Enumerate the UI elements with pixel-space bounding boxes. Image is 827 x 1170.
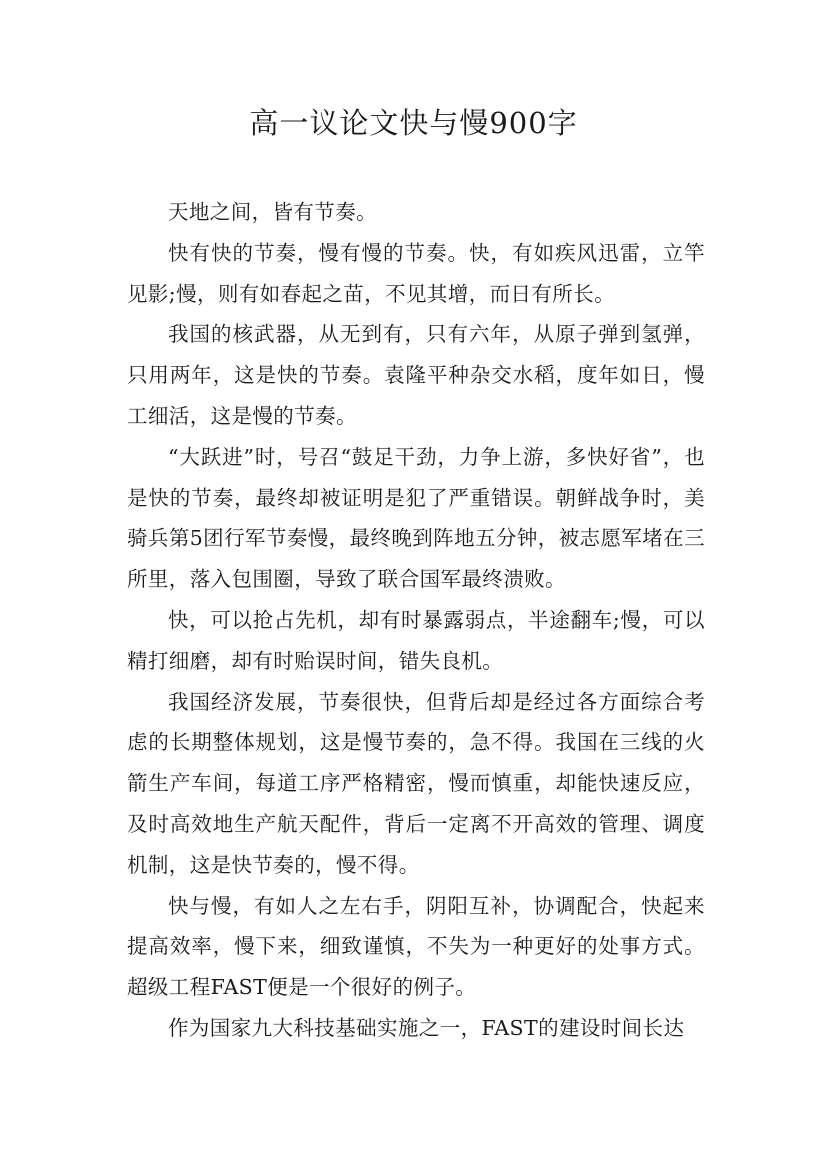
- paragraph: 快与慢，有如人之左右手，阴阳互补，协调配合，快起来提高效率，慢下来，细致谨慎，不失为一种更好的处事方式。超级工程FAST便是一个很好的例子。: [127, 893, 705, 1000]
- paragraph: 我国的核武器，从无到有，只有六年，从原子弹到氢弹，只用两年，这是快的节奏。袁隆平种杂交水稻，度年如日，慢工细活，这是慢的节奏。: [127, 322, 705, 428]
- paragraph: “大跃进”时，号召“鼓足干劲，力争上游，多快好省”，也是快的节奏，最终却被证明是犯了严重错误。朝鲜战争时，美骑兵第5团行军节奏慢，最终晚到阵地五分钟，被志愿军堵在三所里，落入包围圈，导致了联合国军最终溃败。: [127, 444, 705, 592]
- paragraph: 天地之间，皆有节奏。: [168, 200, 377, 224]
- paragraph: 快，可以抢占先机，却有时暴露弱点，半途翻车;慢，可以精打细磨，却有时贻误时间，错失良机。: [127, 607, 705, 673]
- paragraph: 我国经济发展，节奏很快，但背后却是经过各方面综合考虑的长期整体规划，这是慢节奏的，急不得。我国在三线的火箭生产车间，每道工序严格精密，慢而慎重，却能快速反应，及时高效地生产航天配件，背后一定离不开高效的管理、调度机制，这是快节奏的，慢不得。: [127, 689, 705, 877]
- document-title: 高一议论文快与慢900字: [249, 106, 578, 140]
- essay-body: [127, 192, 705, 1049]
- paragraph: 作为国家九大科技基础实施之一，FAST的建设时间长达: [168, 1015, 685, 1040]
- paragraph: 快有快的节奏，慢有慢的节奏。快，有如疾风迅雷，立竿见影;慢，则有如春起之苗，不见其增，而日有所长。: [127, 240, 705, 306]
